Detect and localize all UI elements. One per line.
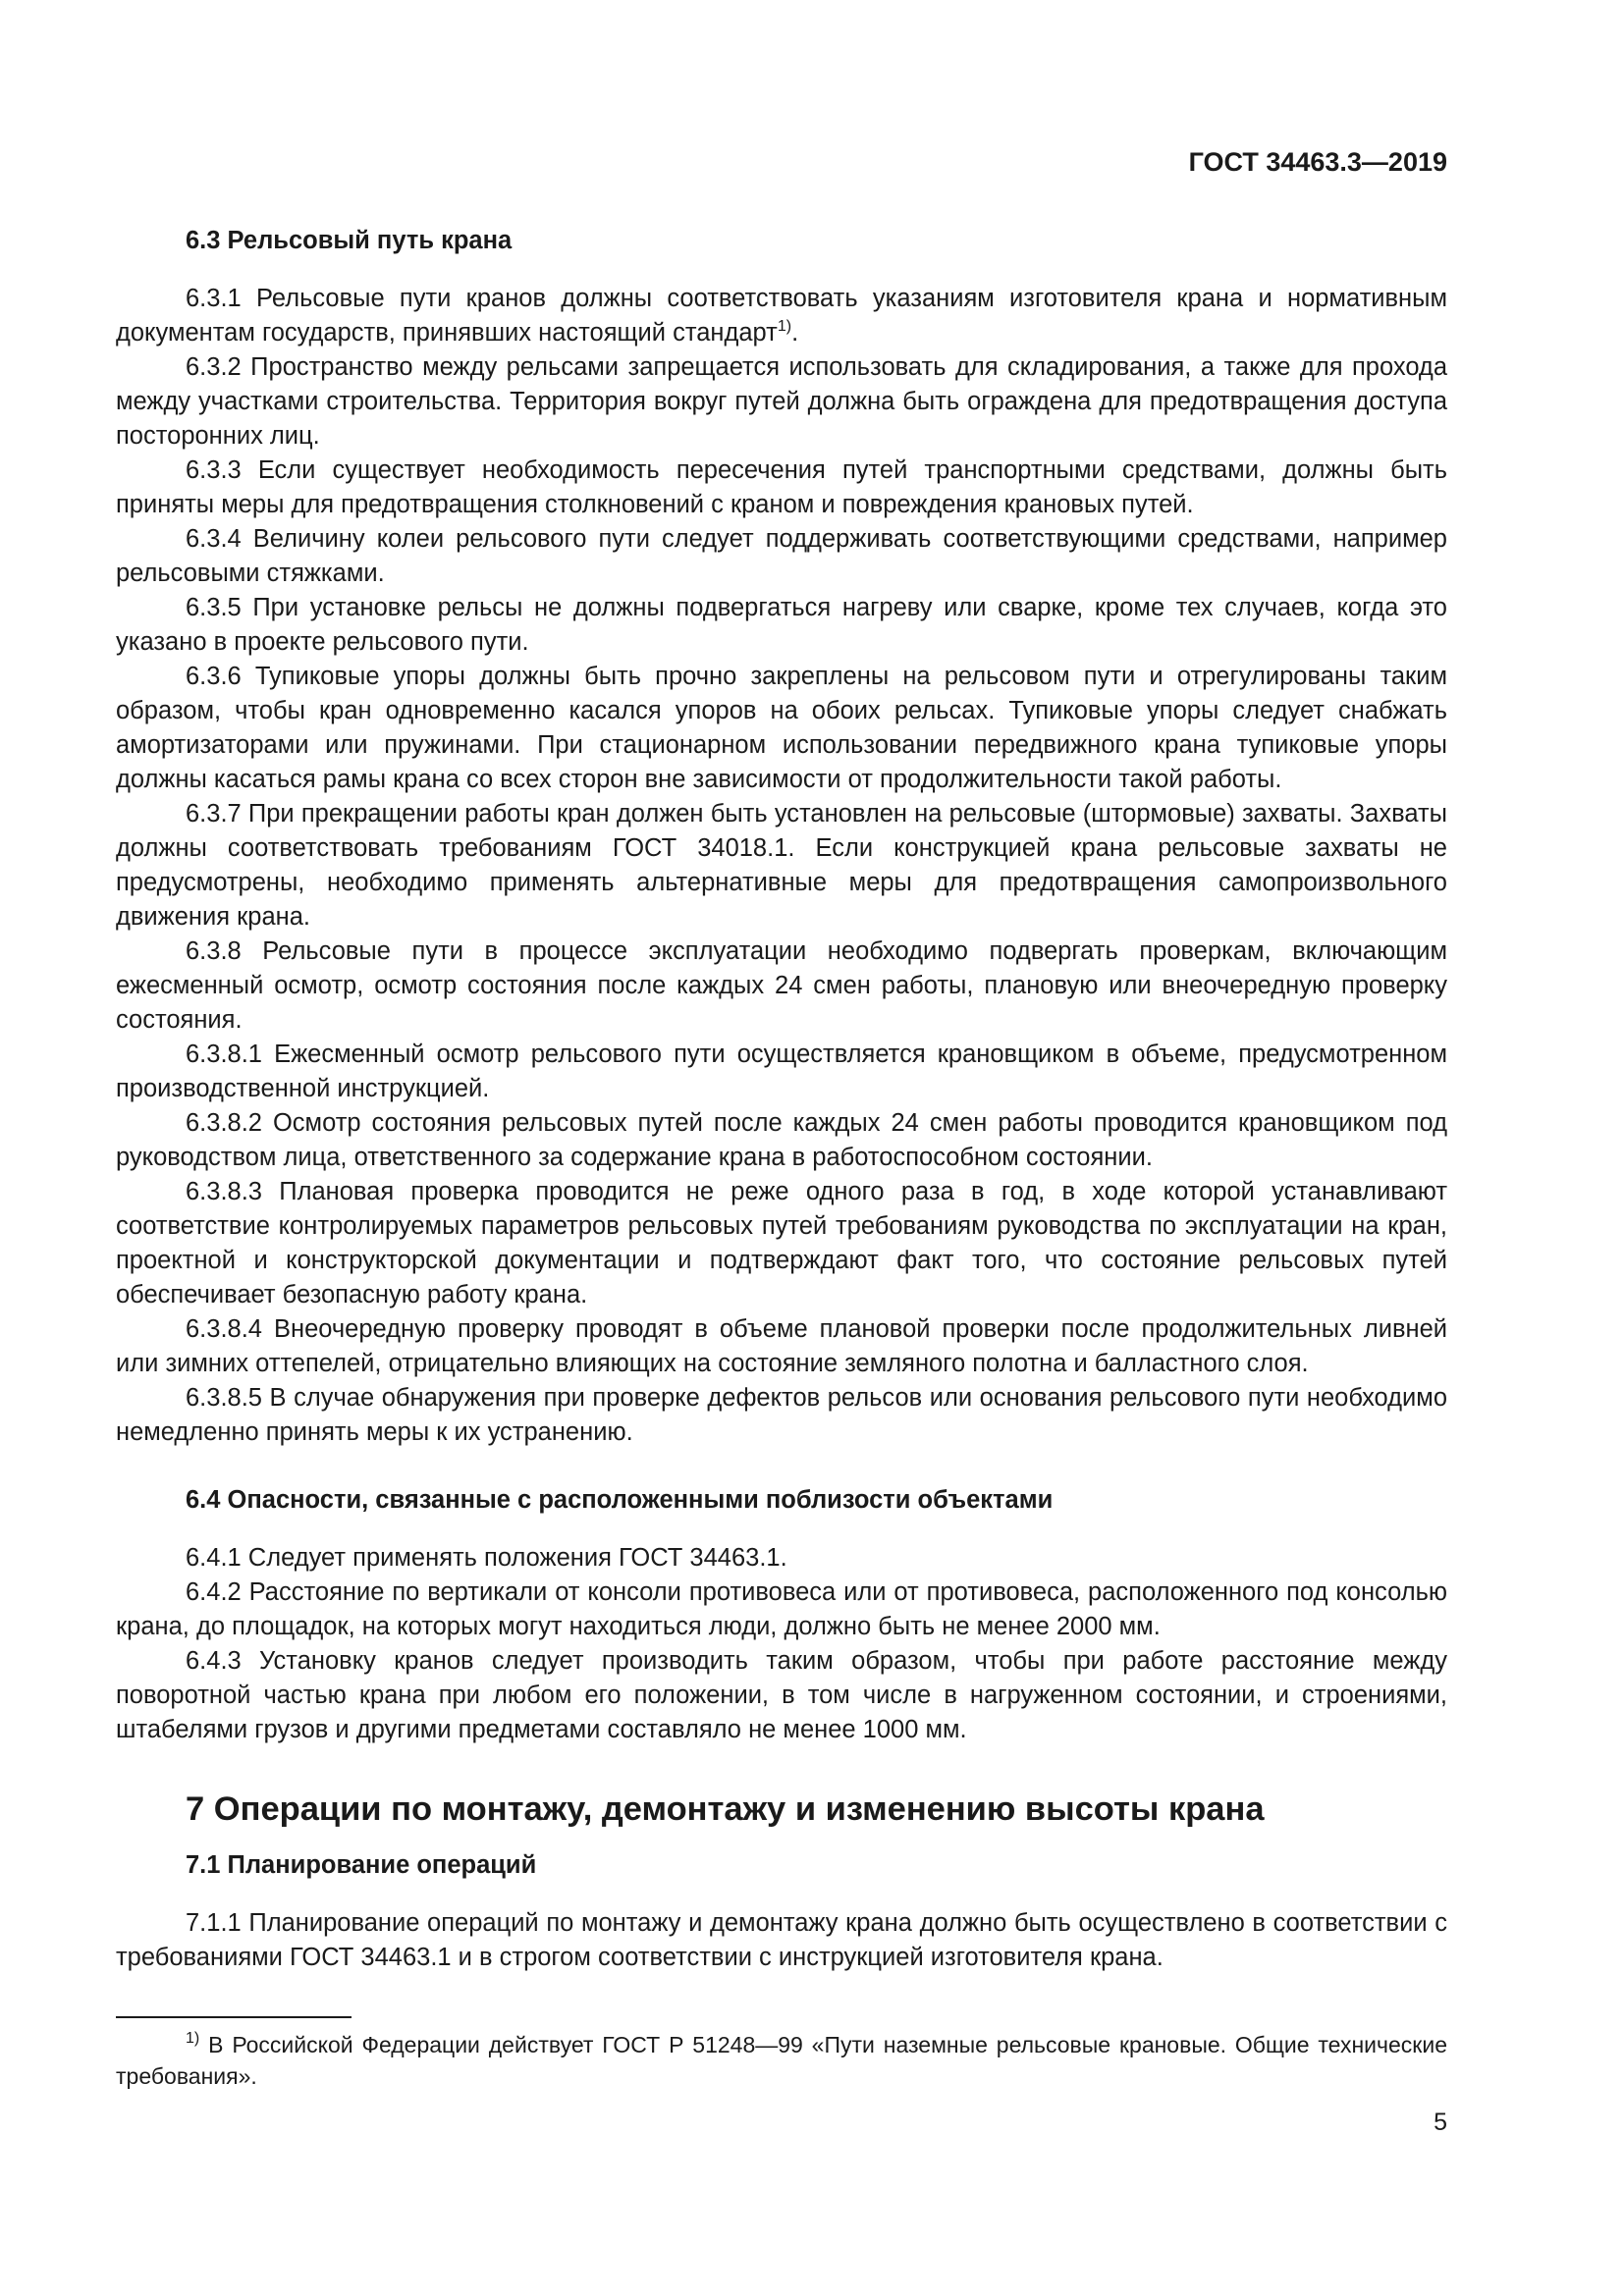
paragraph-text-end: . xyxy=(791,319,799,347)
chapter-heading-7: 7 Операции по монтажу, демонтажу и изменению высоты крана xyxy=(186,1790,1265,1828)
footnote-reference[interactable]: 1) xyxy=(777,318,792,335)
paragraph-6-3-8: 6.3.8 Рельсовые пути в процессе эксплуатации необходимо подвергать проверкам, включающим ежесменный осмотр, осмотр состояния после каждых 24 смен работы, плановую или внеочередную проверку состояния. xyxy=(116,937,1447,1034)
section-heading-6-4: 6.4 Опасности, связанные с расположенными поблизости объектами xyxy=(186,1486,1054,1514)
paragraph-6-3-7: 6.3.7 При прекращении работы кран должен быть установлен на рельсовые (штормовые) захваты. Захваты должны соответствовать требованиям ГОСТ 34018.1. Если конструкцией крана рельсовые захваты не предусмотрены, необходимо применять альтернативные меры для предотвращения самопроизвольного движения крана. xyxy=(116,800,1447,931)
footnote-marker: 1) xyxy=(186,2030,200,2047)
paragraph-6-3-8-3: 6.3.8.3 Плановая проверка проводится не реже одного раза в год, в ходе которой устанавливают соответствие контролируемых параметров рельсовых путей требованиям руководства по эксплуатации на кран, проектной и конструкторской документации и подтверждают факт того, что состояние рельсовых путей обеспечивает безопасную работу крана. xyxy=(116,1178,1447,1308)
paragraph-7-1-1: 7.1.1 Планирование операций по монтажу и демонтажу крана должно быть осуществлено в соответствии с требованиями ГОСТ 34463.1 и в строгом соответствии с инструкцией изготовителя крана. xyxy=(116,1909,1447,1971)
paragraph-6-3-6: 6.3.6 Тупиковые упоры должны быть прочно закреплены на рельсовом пути и отрегулированы таким образом, чтобы кран одновременно касался упоров на обоих рельсах. Тупиковые упоры следует снабжать амортизаторами или пружинами. При стационарном использовании передвижного крана тупиковые упоры должны касаться рамы крана со всех сторон вне зависимости от продолжительности такой работы. xyxy=(116,663,1447,793)
paragraph-6-3-8-5: 6.3.8.5 В случае обнаружения при проверке дефектов рельсов или основания рельсового пути необходимо немедленно принять меры к их устранению. xyxy=(116,1384,1447,1446)
paragraph-6-3-5: 6.3.5 При установке рельсы не должны подвергаться нагреву или сварке, кроме тех случаев, когда это указано в проекте рельсового пути. xyxy=(116,594,1447,656)
paragraph-6-3-4: 6.3.4 Величину колеи рельсового пути следует поддерживать соответствующими средствами, например рельсовыми стяжками. xyxy=(116,525,1447,587)
paragraph-6-3-8-1: 6.3.8.1 Ежесменный осмотр рельсового пути осуществляется крановщиком в объеме, предусмотренном производственной инструкцией. xyxy=(116,1041,1447,1102)
paragraph-6-4-2: 6.4.2 Расстояние по вертикали от консоли противовеса или от противовеса, расположенного под консолью крана, до площадок, на которых могут находиться люди, должно быть не менее 2000 мм. xyxy=(116,1578,1447,1640)
paragraph-6-4-1: 6.4.1 Следует применять положения ГОСТ 34463.1. xyxy=(186,1544,787,1572)
document-code: ГОСТ 34463.3—2019 xyxy=(1188,147,1447,177)
page-body xyxy=(116,224,1447,1975)
paragraph-6-3-1 xyxy=(116,282,1447,350)
paragraph-text: 6.3.1 Рельсовые пути кранов должны соответствовать указаниям изготовителя крана и нормативным документам государств, принявших настоящий стандарт xyxy=(116,285,1447,347)
footnote xyxy=(116,2029,1447,2092)
paragraph-6-3-3: 6.3.3 Если существует необходимость пересечения путей транспортными средствами, должны быть приняты меры для предотвращения столкновений с краном и повреждения крановых путей. xyxy=(116,456,1447,518)
paragraph-6-3-2: 6.3.2 Пространство между рельсами запрещается использовать для складирования, а также для прохода между участками строительства. Территория вокруг путей должна быть ограждена для предотвращения доступа посторонних лиц. xyxy=(116,353,1447,450)
footnote-text: В Российской Федерации действует ГОСТ Р 51248—99 «Пути наземные рельсовые крановые. Общие технические требования». xyxy=(116,2032,1447,2089)
section-heading-7-1: 7.1 Планирование операций xyxy=(186,1851,537,1879)
paragraph-6-4-3: 6.4.3 Установку кранов следует производить таким образом, чтобы при работе расстояние между поворотной частью крана при любом его положении, в том числе в нагруженном состоянии, и строениями, штабелями грузов и другими предметами составляло не менее 1000 мм. xyxy=(116,1647,1447,1743)
footnote-separator xyxy=(116,2016,352,2018)
paragraph-6-3-8-2: 6.3.8.2 Осмотр состояния рельсовых путей после каждых 24 смен работы проводится крановщиком под руководством лица, ответственного за содержание крана в работоспособном состоянии. xyxy=(116,1109,1447,1171)
page-number: 5 xyxy=(1434,2109,1447,2136)
section-heading-6-3: 6.3 Рельсовый путь крана xyxy=(186,227,513,254)
paragraph-6-3-8-4: 6.3.8.4 Внеочередную проверку проводят в объеме плановой проверки после продолжительных ливней или зимних оттепелей, отрицательно влияющих на состояние земляного полотна и балластного слоя. xyxy=(116,1315,1447,1377)
section-spacer xyxy=(116,1450,1447,1483)
